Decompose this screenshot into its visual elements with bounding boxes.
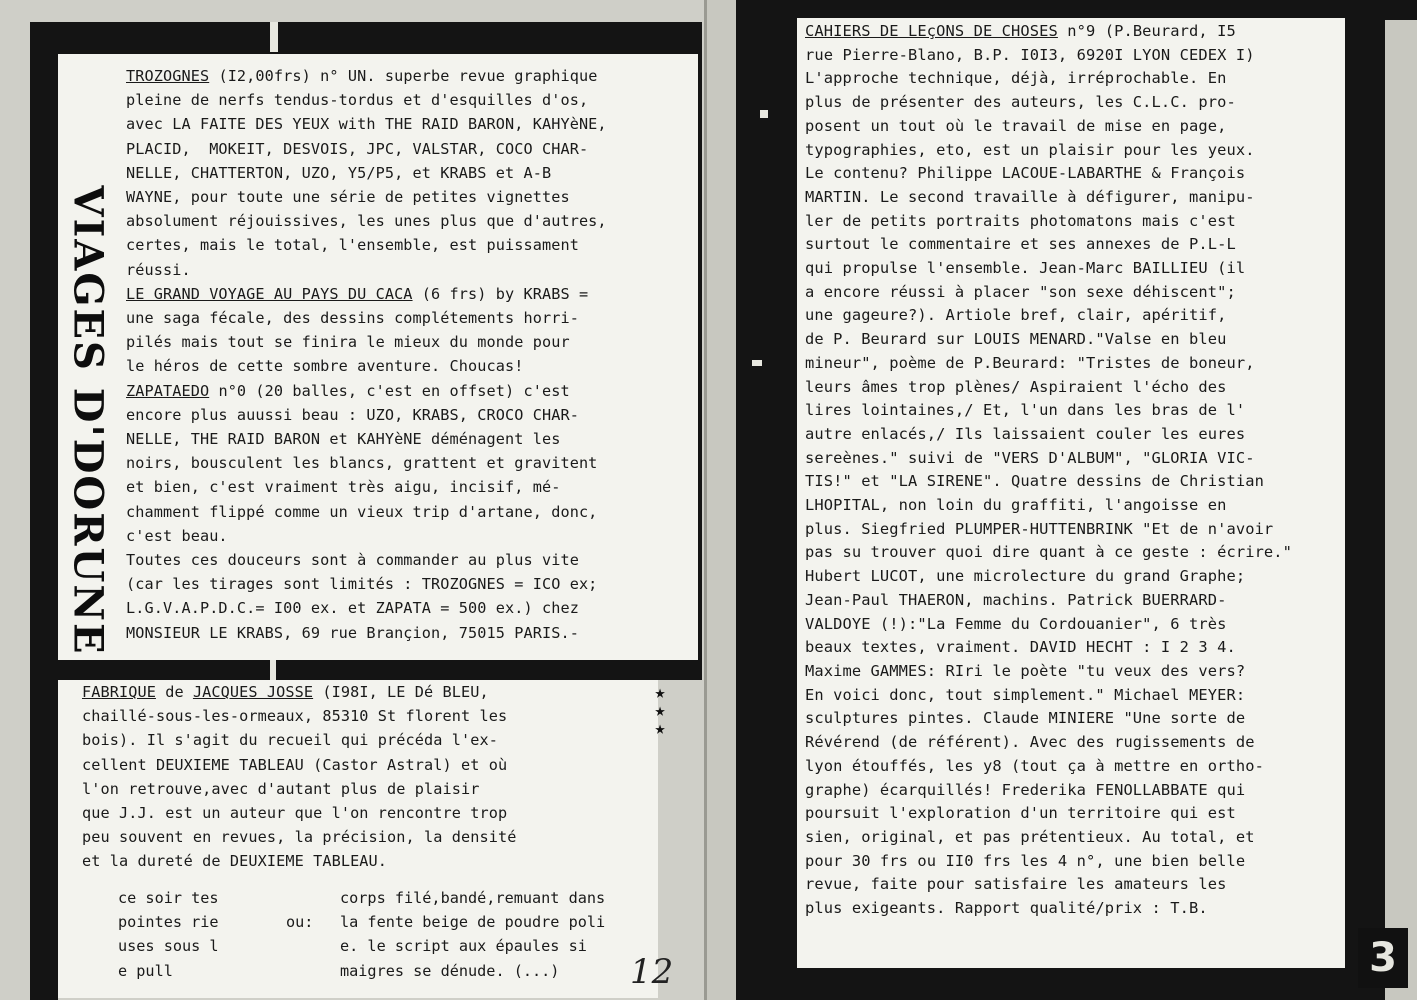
text-run: avec LA FAITE DES YEUX with THE RAID BARON, KAHYèNE,	[126, 115, 607, 134]
text-line	[126, 185, 698, 209]
text-run: PLACID, MOKEIT, DESVOIS, JPC, VALSTAR, COCO CHAR-	[126, 139, 589, 158]
text-line	[805, 731, 1345, 755]
collage-streak	[270, 22, 278, 52]
text-line	[805, 328, 1345, 352]
text-line	[82, 825, 658, 849]
text-run: (car les tirages sont limités : TROZOGNES = ICO ex;	[126, 575, 598, 594]
star-marks: ★ ★ ★	[654, 682, 666, 739]
collage-streak	[760, 110, 768, 118]
poem-line: e. le script aux épaules si	[340, 937, 587, 956]
text-line	[805, 281, 1345, 305]
collage-border-top-left	[30, 22, 702, 56]
text-line	[805, 494, 1345, 518]
page-number-left: 12	[630, 952, 674, 992]
side-title	[64, 185, 112, 655]
text-line	[805, 67, 1345, 91]
text-line	[805, 423, 1345, 447]
poem-column-left	[118, 886, 219, 983]
text-line	[126, 282, 698, 306]
text-run: n°0 (20 balles, c'est en offset) c'est	[209, 381, 570, 400]
text-run: NELLE, THE RAID BARON et KAHYèNE déménagent les	[126, 430, 561, 449]
text-line	[126, 379, 698, 403]
text-line	[126, 427, 698, 451]
text-run: a encore réussi à placer "son sexe déhiscent";	[805, 282, 1236, 301]
text-line	[126, 621, 698, 645]
text-run: WAYNE, pour toute une série de petites vignettes	[126, 188, 570, 207]
text-line	[805, 139, 1345, 163]
poem-line: uses sous l	[118, 937, 219, 956]
review-text	[126, 64, 698, 645]
text-line	[805, 257, 1345, 281]
text-line	[126, 354, 698, 378]
poem-line: pointes rie	[118, 913, 219, 932]
text-line	[805, 779, 1345, 803]
text-run: encore plus auussi beau : UZO, KRABS, CROCO CHAR-	[126, 405, 579, 424]
text-line	[805, 376, 1345, 400]
poem-column-right	[340, 886, 605, 983]
collage-border-top-right	[736, 0, 1417, 20]
text-run: de	[155, 683, 193, 701]
text-run: TIS!" et "LA SIRENE". Quatre dessins de Christian	[805, 472, 1264, 491]
text-run: pleine de nerfs tendus-tordus et d'esquilles d'os,	[126, 91, 589, 110]
text-run: typographies, eto, est un plaisir pour les yeux.	[805, 140, 1255, 159]
underlined-title: LE GRAND VOYAGE AU PAYS DU CACA	[126, 284, 413, 303]
underlined-title: ZAPATAEDO	[126, 381, 210, 400]
text-run: de P. Beurard sur LOUIS MENARD."Valse en bleu	[805, 330, 1227, 349]
text-run: c'est beau.	[126, 526, 228, 545]
text-line	[126, 548, 698, 572]
text-run: plus de présenter des auteurs, les C.L.C. pro-	[805, 93, 1236, 112]
text-line	[126, 500, 698, 524]
review-text	[82, 680, 658, 874]
poem-line: la fente beige de poudre poli	[340, 913, 606, 932]
text-run: le héros de cette sombre aventure. Choucas!	[126, 357, 524, 376]
text-line	[126, 475, 698, 499]
text-run: plus. Siegfried PLUMPER-HUTTENBRINK "Et de n'avoir	[805, 519, 1274, 538]
underlined-title: JACQUES JOSSE	[192, 683, 314, 701]
text-line	[82, 801, 658, 825]
review-text	[805, 20, 1345, 921]
text-line	[126, 137, 698, 161]
text-run: réussi.	[126, 260, 191, 279]
text-run: Révérend (de référent). Avec des rugissements de	[805, 733, 1255, 752]
collage-border-left-right	[736, 0, 798, 1000]
text-line	[805, 44, 1345, 68]
text-line	[82, 680, 658, 704]
text-run: l'on retrouve,avec d'autant plus de plaisir	[82, 779, 480, 798]
text-run: chamment flippé comme un vieux trip d'artane, donc,	[126, 502, 598, 521]
poem-or-label: ou:	[286, 913, 314, 931]
text-run: lyon étouffés, les y8 (tout ça à mettre en ortho-	[805, 756, 1264, 775]
text-line	[805, 589, 1345, 613]
text-run: certes, mais le total, l'ensemble, est puissament	[126, 236, 579, 255]
text-run: mineur", poème de P.Beurard: "Tristes de boneur,	[805, 353, 1255, 372]
text-run: L.G.V.A.P.D.C.= I00 ex. et ZAPATA = 500 ex.) chez	[126, 599, 579, 618]
text-line	[82, 753, 658, 777]
text-run: une gageure?). Artiole bref, clair, apéritif,	[805, 306, 1227, 325]
review-panel-right	[797, 18, 1345, 968]
text-line	[82, 777, 658, 801]
text-run: sereènes." suivi de "VERS D'ALBUM", "GLORIA VIC-	[805, 448, 1255, 467]
collage-border-left-left	[30, 22, 60, 672]
text-run: rue Pierre-Blano, B.P. I0I3, 6920I LYON CEDEX I)	[805, 45, 1255, 64]
text-run: pour 30 frs ou II0 frs les 4 n°, une bien belle	[805, 851, 1246, 870]
text-run: (I98I, LE Dé BLEU,	[313, 683, 489, 701]
underlined-title: FABRIQUE	[82, 683, 156, 701]
poem-line: maigres se dénude. (...)	[340, 961, 560, 980]
text-run: VALDOYE (!):"La Femme du Cordouanier", 6 très	[805, 614, 1227, 633]
text-run: et la dureté de DEUXIEME TABLEAU.	[82, 852, 388, 871]
text-line	[126, 209, 698, 233]
poem-or	[286, 910, 313, 934]
text-run: MONSIEUR LE KRABS, 69 rue Brançion, 75015 PARIS.-	[126, 623, 579, 642]
text-run: et bien, c'est vraiment très aigu, incisif, mé-	[126, 478, 561, 497]
text-run: plus exigeants. Rapport qualité/prix : T.B.	[805, 899, 1208, 918]
text-run: chaillé-sous-les-ormeaux, 85310 St florent les	[82, 707, 508, 726]
text-line	[805, 802, 1345, 826]
text-line	[126, 596, 698, 620]
text-run: Maxime GAMMES: RIri le poète "tu veux des vers?	[805, 661, 1246, 680]
text-run: pilés mais tout se finira le mieux du monde pour	[126, 333, 570, 352]
text-line	[805, 186, 1345, 210]
text-line	[805, 826, 1345, 850]
text-line	[126, 306, 698, 330]
text-line	[805, 399, 1345, 423]
text-run: qui propulse l'ensemble. Jean-Marc BAILLIEU (il	[805, 259, 1246, 278]
text-run: absolument réjouissives, les unes plus que d'autres,	[126, 212, 607, 231]
collage-streak	[752, 360, 762, 366]
text-line	[126, 451, 698, 475]
text-run: ler de petits portraits photomatons mais c'est	[805, 211, 1236, 230]
text-line	[805, 897, 1345, 921]
text-run: posent un tout où le travail de mise en page,	[805, 116, 1227, 135]
text-line	[82, 849, 658, 873]
text-run: Jean-Paul THAERON, machins. Patrick BUERRARD-	[805, 590, 1227, 609]
text-line	[805, 20, 1345, 44]
text-line	[805, 613, 1345, 637]
text-run: (I2,00frs) n° UN. superbe revue graphique	[209, 67, 598, 85]
text-run: surtout le commentaire et ses annexes de P.L-L	[805, 235, 1236, 254]
text-run: une saga fécale, des dessins complétements horri-	[126, 309, 579, 328]
text-line	[126, 112, 698, 136]
text-run: NELLE, CHATTERTON, UZO, Y5/P5, et KRABS et A-B	[126, 163, 552, 182]
text-run: L'approche technique, déjà, irréprochable. En	[805, 69, 1227, 88]
text-line	[805, 636, 1345, 660]
text-run: leurs âmes trop plènes/ Aspiraient l'écho des	[805, 377, 1227, 396]
side-title-text: VIAGES D'DORUNE	[64, 185, 112, 655]
text-run: que J.J. est un auteur que l'on rencontre trop	[82, 804, 508, 823]
text-line	[805, 470, 1345, 494]
collage-border-bottom-right	[736, 968, 1385, 1000]
text-line	[805, 304, 1345, 328]
text-line	[126, 572, 698, 596]
text-line	[126, 161, 698, 185]
text-run: beaux textes, vraiment. DAVID HECHT : I 2 3 4.	[805, 638, 1236, 657]
text-line	[805, 565, 1345, 589]
text-run: autre enlacés,/ Ils laissaient couler les eures	[805, 424, 1246, 443]
text-line	[805, 91, 1345, 115]
text-line	[805, 707, 1345, 731]
text-run: lires lointaines,/ Et, l'un dans les bras de l'	[805, 401, 1246, 420]
text-run: sien, original, et pas prétentieux. Au total, et	[805, 827, 1255, 846]
text-run: LHOPITAL, non loin du graffiti, l'angoisse en	[805, 496, 1227, 515]
text-run: cellent DEUXIEME TABLEAU (Castor Astral) et où	[82, 755, 508, 774]
text-run: n°9 (P.Beurard, I5	[1057, 22, 1236, 40]
text-run: En voici donc, tout simplement." Michael MEYER:	[805, 685, 1246, 704]
poem-line: ce soir tes	[118, 889, 219, 907]
text-run: Le contenu? Philippe LACOUE-LABARTHE & François	[805, 164, 1246, 183]
text-line	[126, 524, 698, 548]
text-line	[805, 162, 1345, 186]
text-line	[126, 233, 698, 257]
text-run: MARTIN. Le second travaille à défigurer, manipu-	[805, 187, 1255, 206]
collage-border-right-right	[1345, 0, 1385, 1000]
text-line	[805, 850, 1345, 874]
text-line	[805, 210, 1345, 234]
text-line	[805, 755, 1345, 779]
text-line	[805, 352, 1345, 376]
text-line	[82, 704, 658, 728]
text-line	[805, 447, 1345, 471]
text-run: (6 frs) by KRABS =	[412, 284, 589, 303]
text-line	[126, 330, 698, 354]
text-line	[805, 541, 1345, 565]
collage-streak	[270, 660, 276, 680]
text-run: sculptures pintes. Claude MINIERE "Une sorte de	[805, 709, 1246, 728]
text-run: peu souvent en revues, la précision, la densité	[82, 828, 517, 847]
underlined-title: CAHIERS DE LEçONS DE CHOSES	[805, 22, 1058, 40]
text-line	[126, 403, 698, 427]
review-panel-top-left	[58, 54, 698, 660]
text-run: bois). Il s'agit du recueil qui précéda l'ex-	[82, 731, 498, 750]
text-line	[82, 728, 658, 752]
text-line	[805, 660, 1345, 684]
text-run: graphe) écarquillés! Frederika FENOLLABBATE qui	[805, 780, 1246, 799]
text-run: noirs, bousculent les blancs, grattent et gravitent	[126, 454, 598, 473]
text-line	[126, 64, 698, 88]
text-line	[126, 258, 698, 282]
text-run: Hubert LUCOT, une microlecture du grand Graphe;	[805, 567, 1246, 586]
text-line	[805, 233, 1345, 257]
text-line	[805, 873, 1345, 897]
underlined-title: TROZOGNES	[126, 67, 210, 85]
text-line	[805, 518, 1345, 542]
text-run: poursuit l'exploration d'un territoire qui est	[805, 804, 1236, 823]
collage-border-bottom-left-strip	[30, 680, 58, 1000]
text-run: Toutes ces douceurs sont à commander au plus vite	[126, 551, 579, 570]
text-line	[805, 684, 1345, 708]
text-line	[805, 115, 1345, 139]
poem-line: e pull	[118, 961, 173, 980]
text-run: revue, faite pour satisfaire les amateurs les	[805, 875, 1227, 894]
text-line	[126, 88, 698, 112]
text-run: pas su trouver quoi dire quant à ce geste : écrire."	[805, 543, 1293, 562]
page-number-right: 3	[1358, 928, 1408, 988]
poem-line: corps filé,bandé,remuant dans	[340, 889, 606, 907]
